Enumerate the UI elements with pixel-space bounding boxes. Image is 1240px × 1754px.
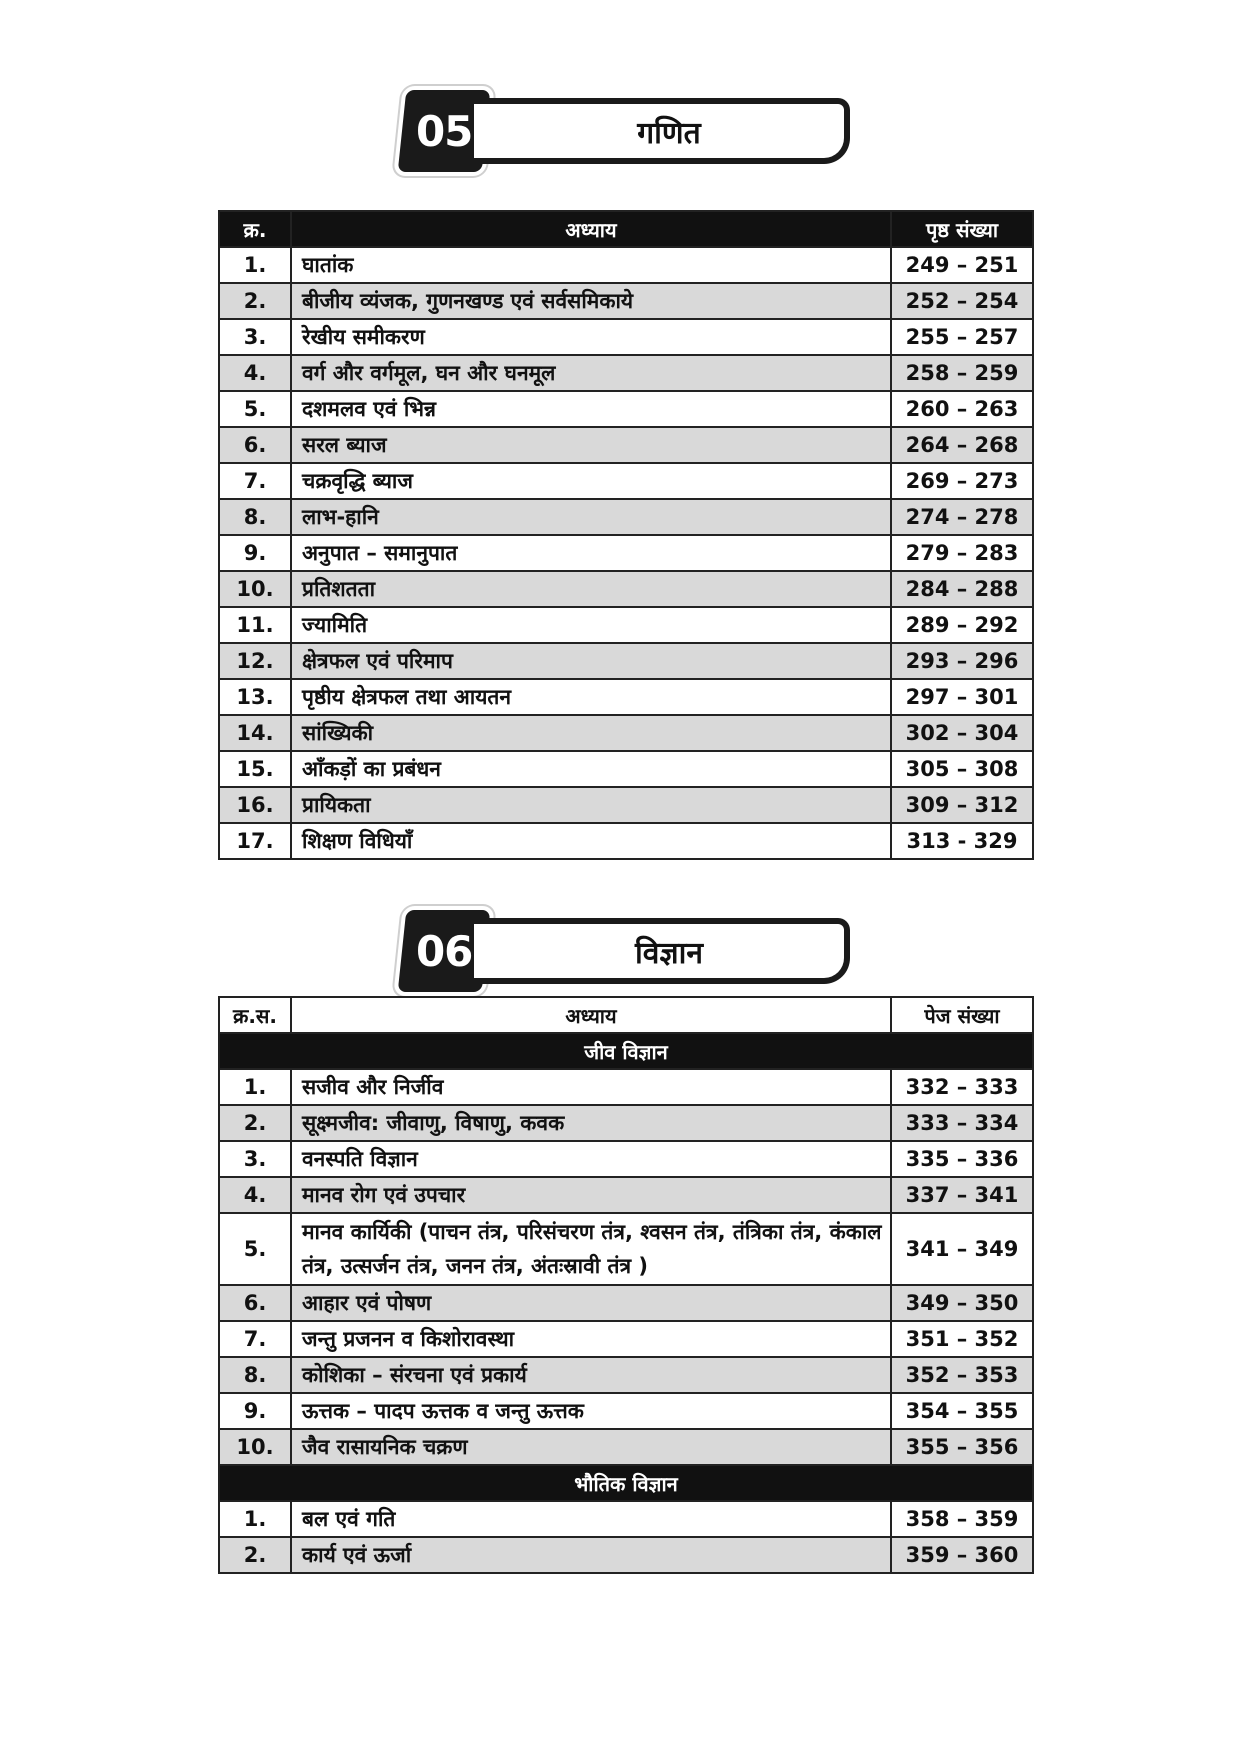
- row-chapter: बल एवं गति: [291, 1501, 891, 1537]
- row-page: 309 – 312: [891, 787, 1033, 823]
- row-chapter: आँकड़ों का प्रबंधन: [291, 751, 891, 787]
- row-serial: 16.: [219, 787, 291, 823]
- table-row: [219, 1429, 1033, 1465]
- row-chapter: ज्यामिति: [291, 607, 891, 643]
- row-page: 293 – 296: [891, 643, 1033, 679]
- row-chapter: रेखीय समीकरण: [291, 319, 891, 355]
- row-serial: 17.: [219, 823, 291, 859]
- row-chapter: पृष्ठीय क्षेत्रफल तथा आयतन: [291, 679, 891, 715]
- science-chapters-table: [218, 996, 1034, 1574]
- row-serial: 3.: [219, 319, 291, 355]
- header-serial: क्र.: [219, 211, 291, 247]
- row-page: 349 – 350: [891, 1285, 1033, 1321]
- row-serial: 8.: [219, 1357, 291, 1393]
- table-row: [219, 463, 1033, 499]
- row-page: 252 – 254: [891, 283, 1033, 319]
- row-page: 264 – 268: [891, 427, 1033, 463]
- row-chapter: सरल ब्याज: [291, 427, 891, 463]
- table-row: [219, 679, 1033, 715]
- row-page: 352 – 353: [891, 1357, 1033, 1393]
- row-page: 358 – 359: [891, 1501, 1033, 1537]
- row-chapter: मानव रोग एवं उपचार: [291, 1177, 891, 1213]
- row-serial: 1.: [219, 247, 291, 283]
- group-row: [219, 1465, 1033, 1501]
- row-page: 260 – 263: [891, 391, 1033, 427]
- row-serial: 7.: [219, 1321, 291, 1357]
- header-serial: क्र.स.: [219, 997, 291, 1033]
- section-number: 05: [415, 106, 473, 156]
- row-chapter: प्रायिकता: [291, 787, 891, 823]
- table-row: [219, 1537, 1033, 1573]
- row-serial: 2.: [219, 283, 291, 319]
- table-row: [219, 499, 1033, 535]
- row-chapter: वर्ग और वर्गमूल, घन और घनमूल: [291, 355, 891, 391]
- row-chapter: सांख्यिकी: [291, 715, 891, 751]
- row-page: 269 – 273: [891, 463, 1033, 499]
- row-page: 255 – 257: [891, 319, 1033, 355]
- table-header-row: [219, 211, 1033, 247]
- row-chapter: कोशिका – संरचना एवं प्रकार्य: [291, 1357, 891, 1393]
- row-page: 297 – 301: [891, 679, 1033, 715]
- group-title: जीव विज्ञान: [219, 1033, 1033, 1069]
- row-page: 341 – 349: [891, 1213, 1033, 1285]
- row-serial: 11.: [219, 607, 291, 643]
- table-row: [219, 607, 1033, 643]
- row-chapter: घातांक: [291, 247, 891, 283]
- table-row: [219, 319, 1033, 355]
- row-page: 354 – 355: [891, 1393, 1033, 1429]
- group-title: भौतिक विज्ञान: [219, 1465, 1033, 1501]
- table-row: [219, 247, 1033, 283]
- row-page: 337 – 341: [891, 1177, 1033, 1213]
- row-chapter: शिक्षण विधियाँ: [291, 823, 891, 859]
- table-row: [219, 1177, 1033, 1213]
- table-row: [219, 535, 1033, 571]
- row-serial: 13.: [219, 679, 291, 715]
- table-row: [219, 355, 1033, 391]
- section-title-bar: [474, 98, 850, 164]
- table-row: [219, 283, 1033, 319]
- row-page: 302 – 304: [891, 715, 1033, 751]
- row-chapter: ऊत्तक – पादप ऊत्तक व जन्तु ऊत्तक: [291, 1393, 891, 1429]
- header-page: पृष्ठ संख्या: [891, 211, 1033, 247]
- row-page: 284 – 288: [891, 571, 1033, 607]
- group-row: [219, 1033, 1033, 1069]
- table-row: [219, 787, 1033, 823]
- table-row: [219, 1357, 1033, 1393]
- row-chapter: कार्य एवं ऊर्जा: [291, 1537, 891, 1573]
- table-row: [219, 1213, 1033, 1285]
- row-chapter: चक्रवृद्धि ब्याज: [291, 463, 891, 499]
- row-page: 355 – 356: [891, 1429, 1033, 1465]
- header-chapter: अध्याय: [291, 997, 891, 1033]
- row-serial: 9.: [219, 1393, 291, 1429]
- section-title: गणित: [637, 115, 701, 151]
- table-row: [219, 823, 1033, 859]
- row-page: 333 – 334: [891, 1105, 1033, 1141]
- row-chapter: क्षेत्रफल एवं परिमाप: [291, 643, 891, 679]
- header-chapter: अध्याय: [291, 211, 891, 247]
- row-page: 332 – 333: [891, 1069, 1033, 1105]
- row-page: 274 – 278: [891, 499, 1033, 535]
- table-row: [219, 427, 1033, 463]
- row-serial: 1.: [219, 1069, 291, 1105]
- row-serial: 1.: [219, 1501, 291, 1537]
- row-chapter: बीजीय व्यंजक, गुणनखण्ड एवं सर्वसमिकाये: [291, 283, 891, 319]
- row-serial: 7.: [219, 463, 291, 499]
- table-row: [219, 391, 1033, 427]
- table-row: [219, 1321, 1033, 1357]
- row-chapter: सूक्ष्मजीव: जीवाणु, विषाणु, कवक: [291, 1105, 891, 1141]
- table-row: [219, 571, 1033, 607]
- row-serial: 9.: [219, 535, 291, 571]
- table-row: [219, 1393, 1033, 1429]
- row-chapter: आहार एवं पोषण: [291, 1285, 891, 1321]
- row-serial: 3.: [219, 1141, 291, 1177]
- row-page: 279 – 283: [891, 535, 1033, 571]
- row-chapter: लाभ-हानि: [291, 499, 891, 535]
- row-serial: 15.: [219, 751, 291, 787]
- table-row: [219, 1105, 1033, 1141]
- table-row: [219, 1501, 1033, 1537]
- table-row: [219, 643, 1033, 679]
- table-row: [219, 1141, 1033, 1177]
- row-chapter: मानव कार्यिकी (पाचन तंत्र, परिसंचरण तंत्र, श्वसन तंत्र, तंत्रिका तंत्र, कंकाल तंत्र, उत्सर्जन तंत्र, जनन तंत्र, अंतःस्रावी तंत्र ): [291, 1213, 891, 1285]
- row-page: 289 – 292: [891, 607, 1033, 643]
- row-chapter: सजीव और निर्जीव: [291, 1069, 891, 1105]
- row-serial: 2.: [219, 1537, 291, 1573]
- table-row: [219, 715, 1033, 751]
- row-chapter: जैव रासायनिक चक्रण: [291, 1429, 891, 1465]
- header-page: पेज संख्या: [891, 997, 1033, 1033]
- row-serial: 6.: [219, 427, 291, 463]
- row-page: 313 - 329: [891, 823, 1033, 859]
- row-serial: 14.: [219, 715, 291, 751]
- section-header-science: [398, 906, 858, 990]
- row-page: 335 – 336: [891, 1141, 1033, 1177]
- row-serial: 4.: [219, 1177, 291, 1213]
- row-chapter: अनुपात – समानुपात: [291, 535, 891, 571]
- row-page: 359 – 360: [891, 1537, 1033, 1573]
- row-serial: 6.: [219, 1285, 291, 1321]
- table-header-row: [219, 997, 1033, 1033]
- row-serial: 4.: [219, 355, 291, 391]
- math-chapters-table: [218, 210, 1034, 860]
- section-title-bar: [474, 918, 850, 984]
- row-serial: 12.: [219, 643, 291, 679]
- row-page: 351 – 352: [891, 1321, 1033, 1357]
- row-chapter: दशमलव एवं भिन्न: [291, 391, 891, 427]
- row-serial: 10.: [219, 571, 291, 607]
- section-title: विज्ञान: [634, 935, 704, 971]
- row-serial: 5.: [219, 391, 291, 427]
- row-chapter: जन्तु प्रजनन व किशोरावस्था: [291, 1321, 891, 1357]
- row-serial: 5.: [219, 1213, 291, 1285]
- row-page: 305 – 308: [891, 751, 1033, 787]
- row-serial: 10.: [219, 1429, 291, 1465]
- row-page: 249 – 251: [891, 247, 1033, 283]
- row-page: 258 – 259: [891, 355, 1033, 391]
- row-serial: 2.: [219, 1105, 291, 1141]
- table-row: [219, 1285, 1033, 1321]
- row-serial: 8.: [219, 499, 291, 535]
- table-row: [219, 1069, 1033, 1105]
- table-row: [219, 751, 1033, 787]
- section-number: 06: [415, 926, 473, 976]
- row-chapter: प्रतिशतता: [291, 571, 891, 607]
- section-header-math: [398, 86, 858, 170]
- row-chapter: वनस्पति विज्ञान: [291, 1141, 891, 1177]
